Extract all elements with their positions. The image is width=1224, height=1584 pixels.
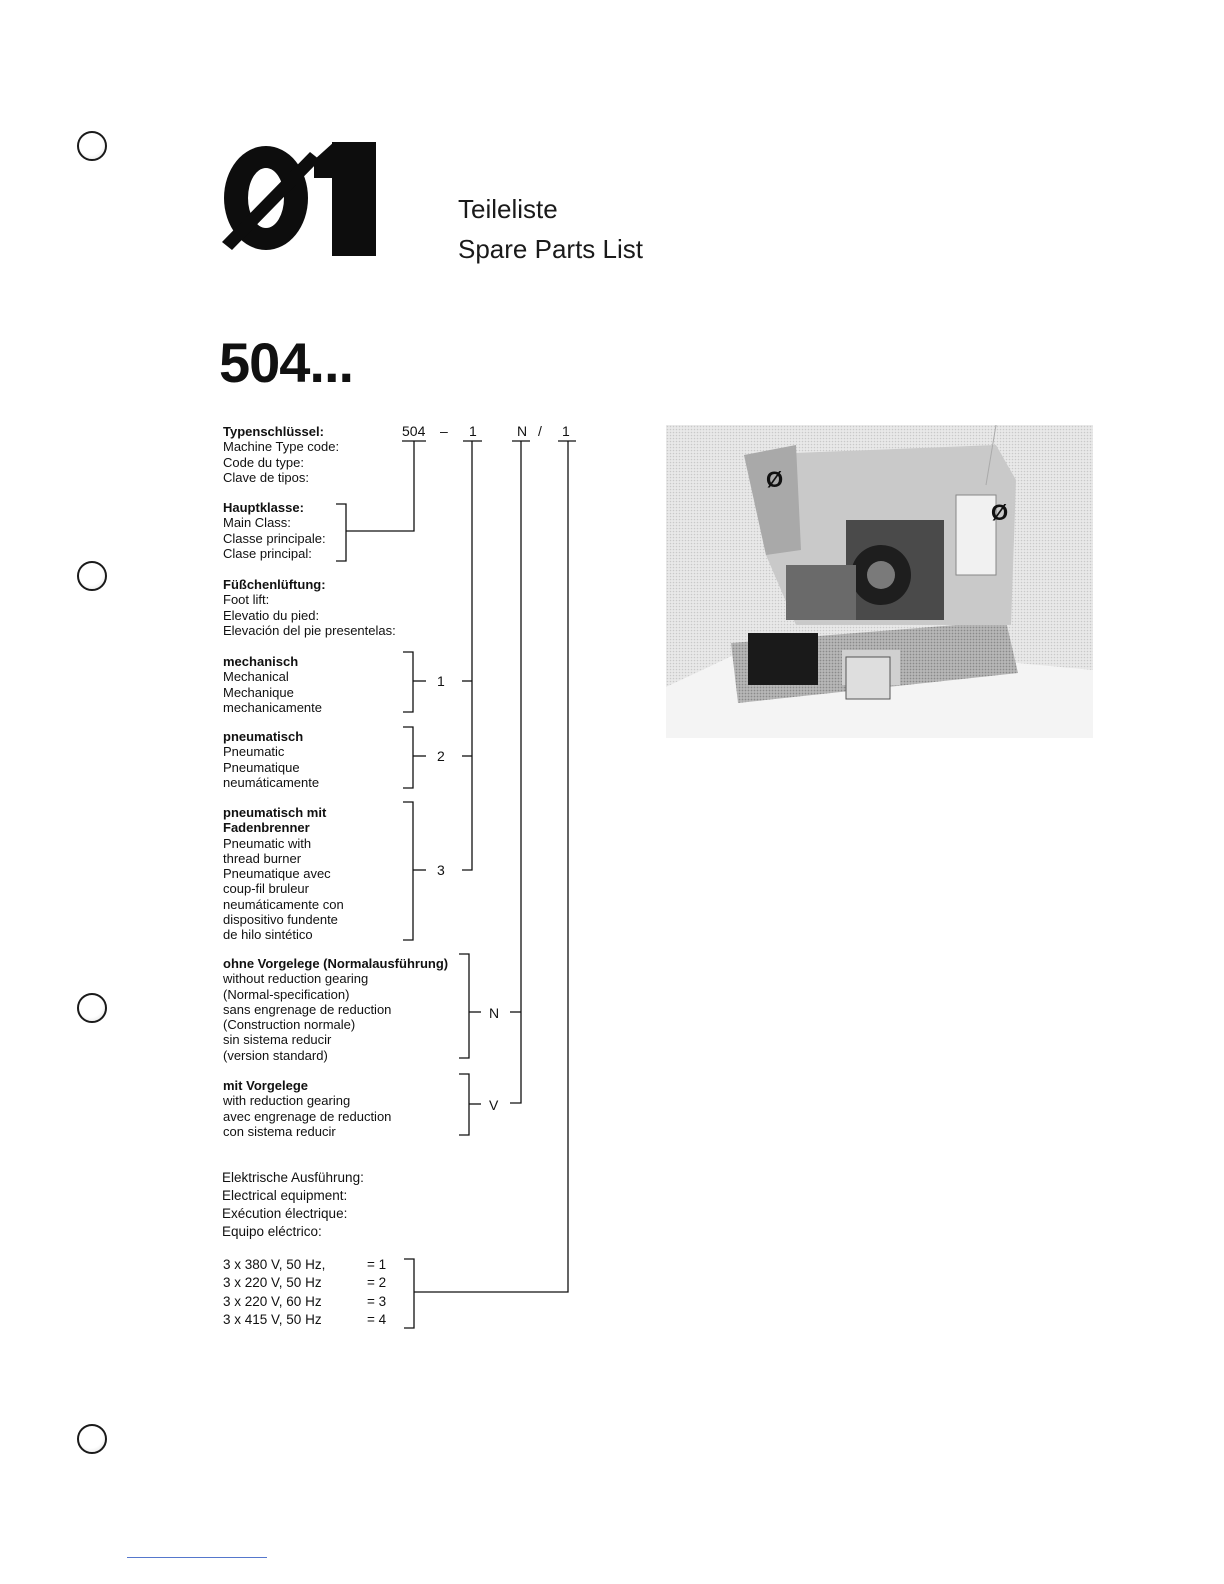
code-foot-digit: 1 [469, 423, 477, 439]
label-line: Mechanical [223, 669, 289, 685]
svg-text:Ø: Ø [766, 467, 784, 492]
label-line: avec engrenage de reduction [223, 1108, 392, 1124]
voltage-spec: 3 x 380 V, 50 Hz, [223, 1257, 326, 1272]
label-line: Elevatio du pied: [223, 607, 320, 623]
label-line: with reduction gearing [223, 1093, 351, 1109]
label-line: (Normal-specification) [223, 986, 350, 1002]
option-code-v: V [489, 1097, 499, 1113]
option-code-n: N [489, 1005, 500, 1021]
code-dash: – [440, 423, 448, 439]
voltage-code: = 1 [367, 1257, 387, 1272]
label-line: sin sistema reducir [223, 1032, 332, 1048]
label-line: Foot lift: [223, 592, 270, 608]
label-line: Code du type: [223, 454, 304, 470]
label-line: coup-fil bruleur [223, 881, 309, 897]
voltage-spec: 3 x 220 V, 60 Hz [223, 1294, 322, 1309]
label-line: (Construction normale) [223, 1017, 356, 1033]
label-line: Typenschlüssel: [223, 424, 324, 439]
divider [127, 1557, 267, 1558]
voltage-spec: 3 x 220 V, 50 Hz [223, 1275, 322, 1290]
code-base: 504 [402, 423, 426, 439]
label-line: Pneumatique avec [223, 866, 331, 882]
option-code-2: 2 [437, 748, 445, 764]
label-line: mit Vorgelege [223, 1078, 309, 1093]
label-line: pneumatisch [223, 729, 304, 744]
label-line: Clave de tipos: [223, 469, 309, 485]
label-line: Electrical equipment: [222, 1188, 348, 1203]
label-line: Elevación del pie presentelas: [223, 622, 396, 638]
label-line: Füßchenlüftung: [223, 577, 326, 592]
title-german: Teileliste [458, 194, 558, 224]
label-line: thread burner [223, 850, 302, 866]
label-line: Elektrische Ausführung: [222, 1170, 364, 1185]
label-line: Main Class: [223, 515, 291, 531]
label-line: pneumatisch mit [223, 805, 327, 820]
label-line: neumáticamente con [223, 896, 344, 912]
label-line: mechanisch [223, 654, 299, 669]
label-line: neumáticamente [223, 774, 320, 790]
voltage-code: = 3 [367, 1294, 387, 1309]
voltage-code: = 2 [367, 1275, 387, 1290]
label-line: Pneumatique [223, 759, 300, 775]
label-line: Mechanique [223, 684, 294, 700]
label-line: Pneumatic [223, 744, 285, 760]
label-line: de hilo sintético [223, 927, 313, 943]
label-line: con sistema reducir [223, 1123, 336, 1139]
label-line: sans engrenage de reduction [223, 1001, 392, 1017]
label-line: Hauptklasse: [223, 500, 304, 515]
label-line: (version standard) [223, 1047, 328, 1063]
svg-text:Ø: Ø [991, 500, 1009, 525]
label-line: Classe principale: [223, 530, 326, 546]
label-line: dispositivo fundente [223, 912, 338, 928]
label-line: ohne Vorgelege (Normalausführung) [223, 956, 449, 971]
code-elec-digit: 1 [562, 423, 570, 439]
label-line: Pneumatic with [223, 835, 312, 851]
model-number: 504... [219, 331, 354, 394]
label-line: mechanicamente [223, 699, 322, 715]
code-slash: / [538, 423, 542, 439]
label-line: Clase principal: [223, 545, 312, 561]
label-line: Machine Type code: [223, 439, 340, 455]
title-english: Spare Parts List [458, 234, 643, 264]
option-code-1: 1 [437, 673, 445, 689]
label-line: without reduction gearing [223, 971, 369, 987]
code-gear-letter: N [517, 423, 528, 439]
label-line: Fadenbrenner [223, 820, 310, 836]
machine-photo [666, 425, 1093, 738]
label-line: Exécution électrique: [222, 1206, 348, 1221]
label-line: Equipo eléctrico: [222, 1224, 322, 1239]
voltage-spec: 3 x 415 V, 50 Hz [223, 1312, 322, 1327]
option-code-3: 3 [437, 862, 445, 878]
voltage-code: = 4 [367, 1312, 387, 1327]
